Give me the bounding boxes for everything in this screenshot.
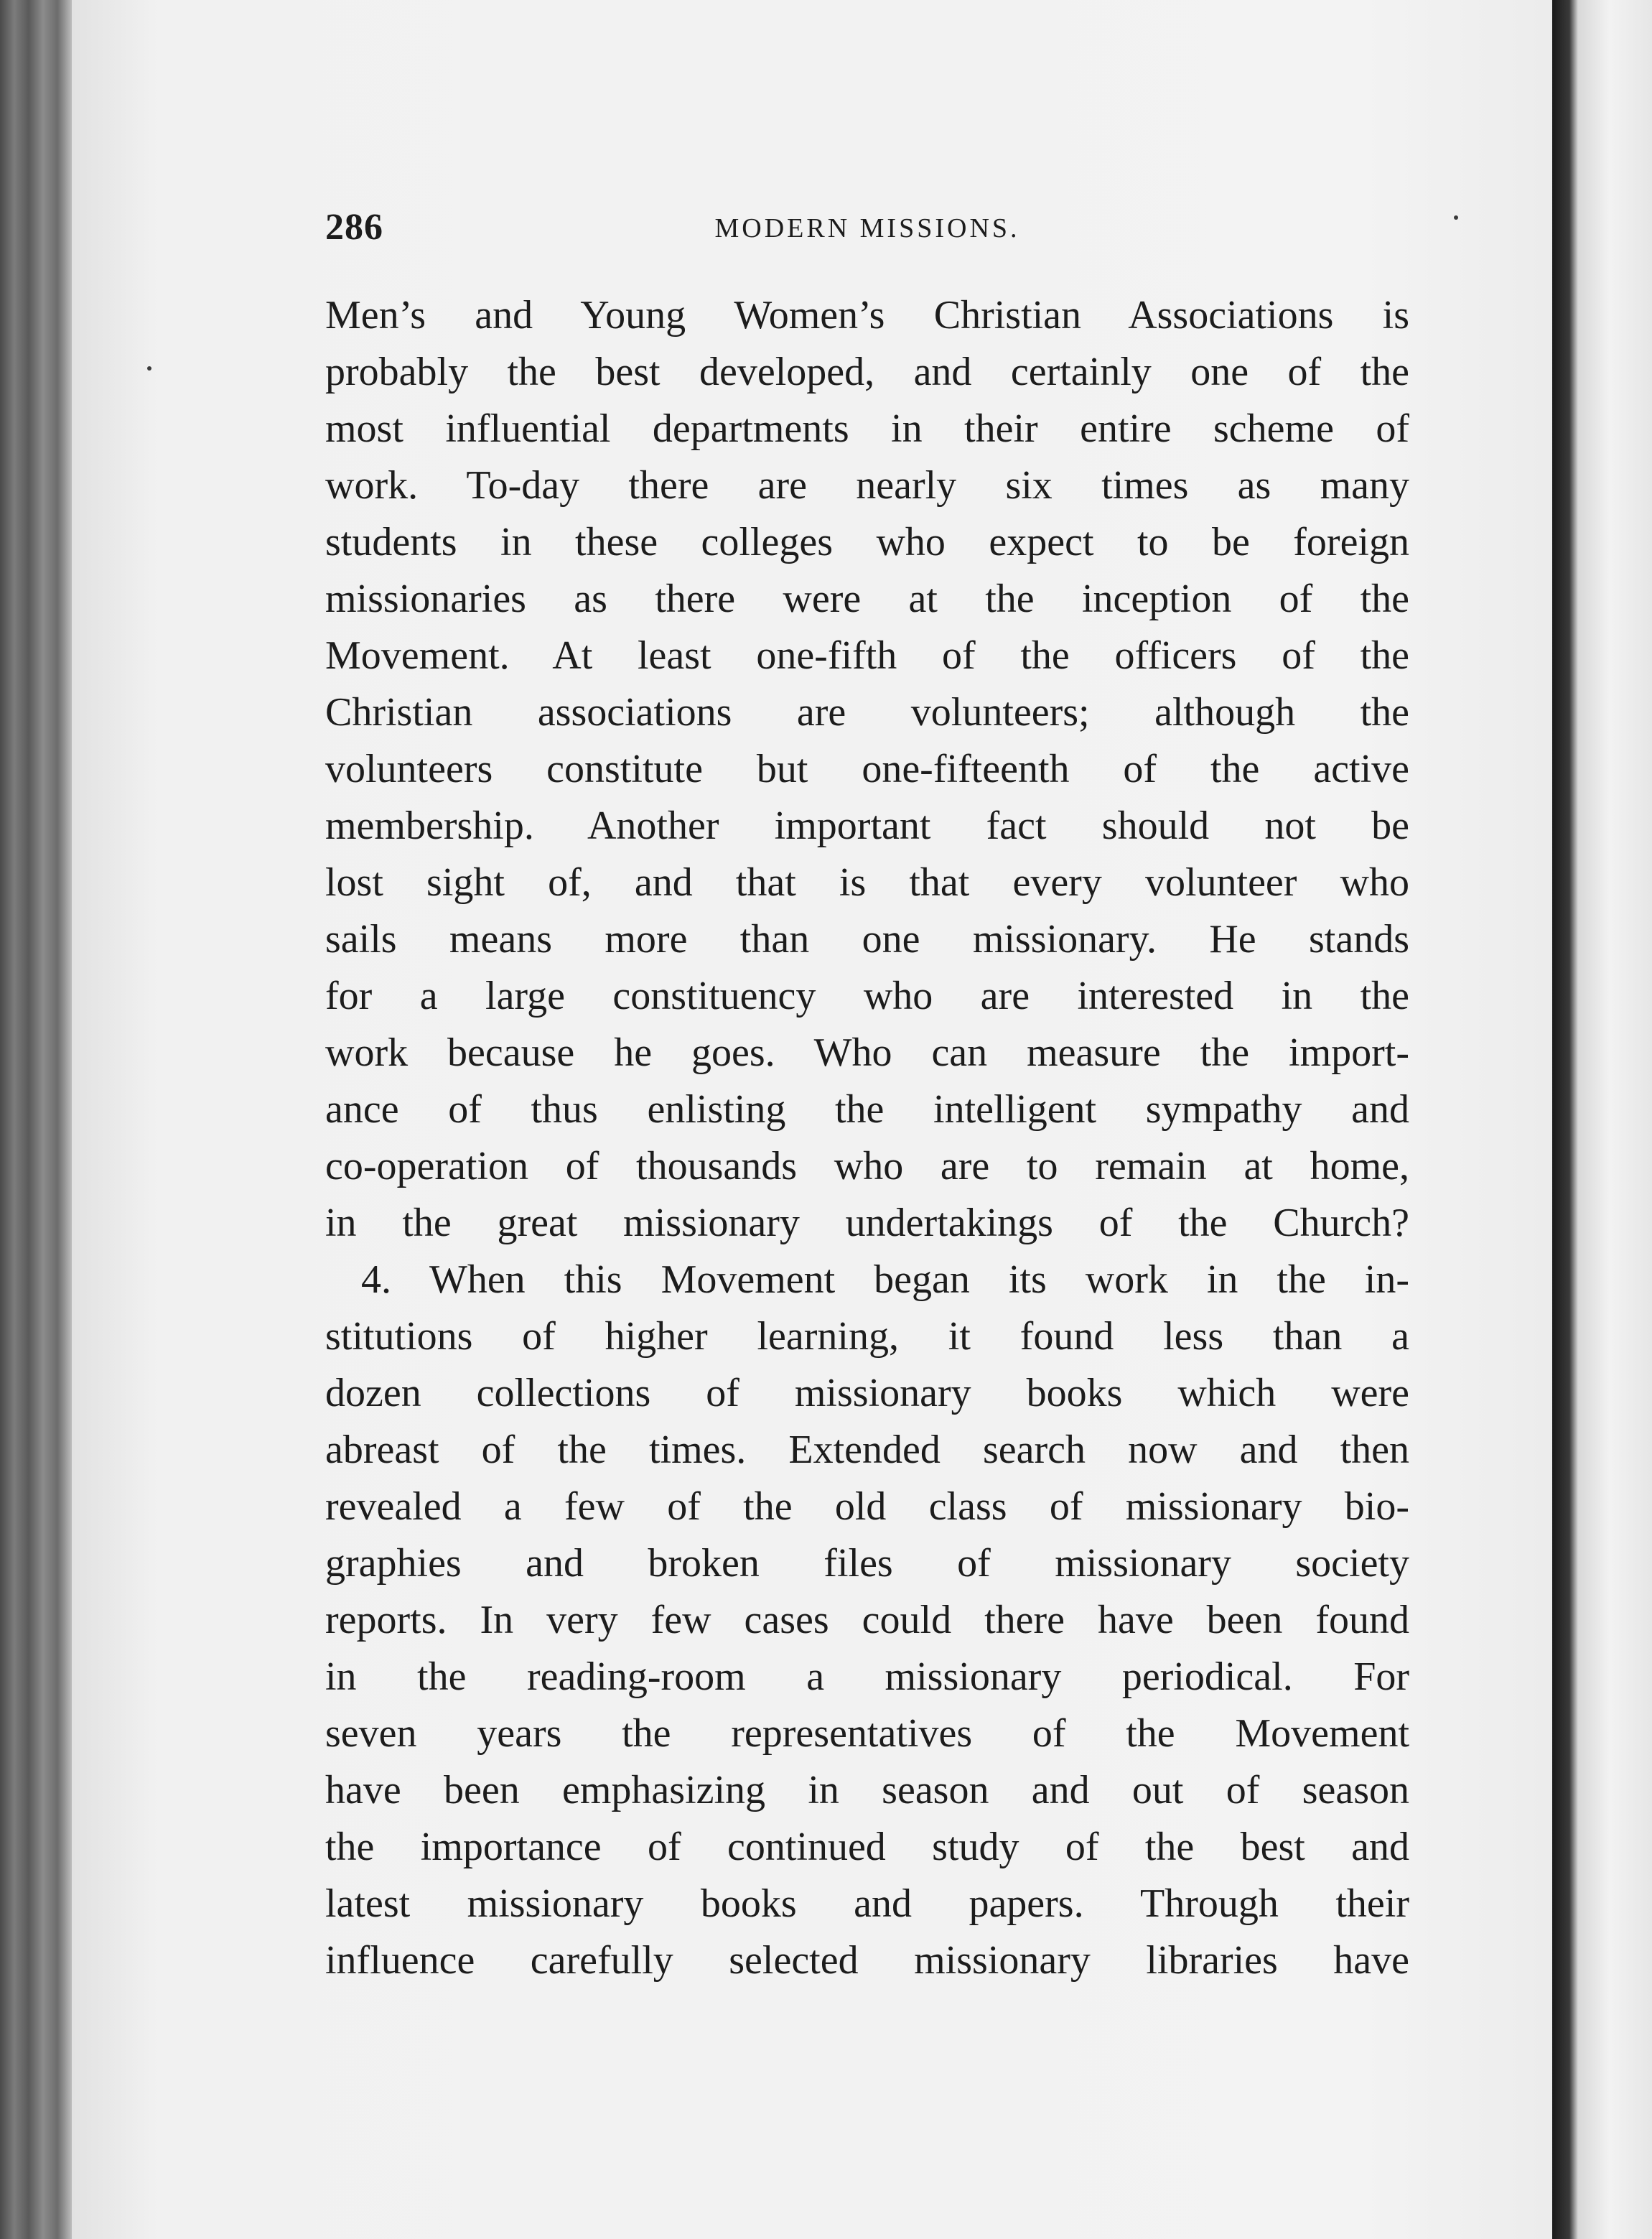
text-line: probably the best developed, and certainly one of the xyxy=(325,350,1409,394)
text-line: volunteers constitute but one-fifteenth of the active xyxy=(325,747,1409,791)
text-line: latest missionary books and papers. Through their xyxy=(325,1881,1409,1926)
text-line: missionaries as there were at the inception of the xyxy=(325,577,1409,621)
text-line: reports. In very few cases could there have been found xyxy=(325,1598,1409,1642)
text-line: students in these colleges who expect to be foreign xyxy=(325,520,1409,564)
text-line: lost sight of, and that is that every volunteer who xyxy=(325,860,1409,905)
text-line: abreast of the times. Extended search now and then xyxy=(325,1428,1409,1472)
page-header xyxy=(325,203,1409,253)
page-number: 286 xyxy=(325,207,383,248)
paragraph-start-line: 4. When this Movement began its work in the in- xyxy=(361,1257,1409,1302)
text-line: sails means more than one missionary. He stands xyxy=(325,917,1409,962)
text-line: stitutions of higher learning, it found less than a xyxy=(325,1314,1409,1359)
text-line: the importance of continued study of the best and xyxy=(325,1825,1409,1869)
text-line: seven years the representatives of the Movement xyxy=(325,1711,1409,1756)
text-line: graphies and broken files of missionary society xyxy=(325,1541,1409,1586)
text-line: dozen collections of missionary books which were xyxy=(325,1371,1409,1415)
text-line: Christian associations are volunteers; although the xyxy=(325,690,1409,735)
print-speck xyxy=(147,366,151,371)
text-line: Movement. At least one-fifth of the officers of the xyxy=(325,633,1409,678)
text-line: work because he goes. Who can measure the import- xyxy=(325,1030,1409,1075)
text-line: membership. Another important fact should not be xyxy=(325,804,1409,848)
text-line: have been emphasizing in season and out of season xyxy=(325,1768,1409,1812)
text-line: co-operation of thousands who are to remain at home, xyxy=(325,1144,1409,1188)
print-speck xyxy=(1454,215,1458,220)
book-spine-edge xyxy=(0,0,72,2239)
running-title: MODERN MISSIONS. xyxy=(714,213,1020,243)
text-line: in the reading-room a missionary periodical. For xyxy=(325,1654,1409,1699)
text-line: for a large constituency who are interested in the xyxy=(325,974,1409,1018)
text-line: ance of thus enlisting the intelligent sympathy and xyxy=(325,1087,1409,1132)
body-text xyxy=(325,287,1409,1989)
text-line: Men’s and Young Women’s Christian Associations is xyxy=(325,293,1409,338)
book-fore-edge xyxy=(1552,0,1652,2239)
text-line: influence carefully selected missionary libraries have xyxy=(325,1938,1409,1983)
text-line: most influential departments in their entire scheme of xyxy=(325,406,1409,451)
text-line: in the great missionary undertakings of the Church? xyxy=(325,1201,1409,1245)
text-line: work. To-day there are nearly six times as many xyxy=(325,463,1409,508)
text-line: revealed a few of the old class of missionary bio- xyxy=(325,1484,1409,1529)
